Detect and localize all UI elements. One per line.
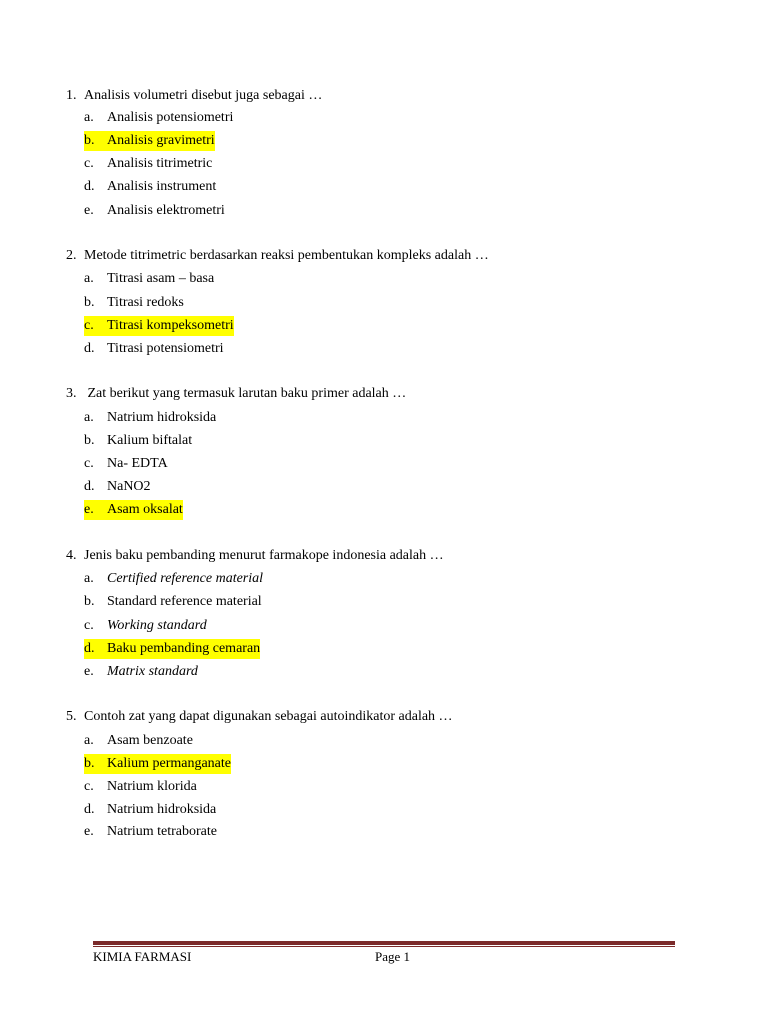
footer-rule-thin [93, 946, 675, 947]
question-number: 3. [66, 386, 77, 401]
question-1 [66, 86, 322, 106]
question-4 [66, 546, 444, 566]
option-letter: b. [84, 295, 95, 310]
option-text: Standard reference material [107, 594, 262, 609]
option-4d-highlighted [84, 639, 260, 659]
option-text: Analisis instrument [107, 179, 217, 194]
option-text: Natrium hidroksida [107, 410, 217, 425]
option-text: Baku pembanding cemaran [107, 641, 261, 656]
option-text: Analisis titrimetric [107, 156, 213, 171]
option-letter: d. [84, 802, 95, 817]
option-text: Matrix standard [107, 664, 198, 679]
question-text: Jenis baku pembanding menurut farmakope indonesia adalah … [84, 548, 444, 563]
option-text: Na- EDTA [107, 456, 168, 471]
option-letter: d. [84, 641, 95, 656]
option-letter: b. [84, 594, 95, 609]
option-text: Analisis potensiometri [107, 110, 234, 125]
option-2c-highlighted [84, 316, 234, 336]
option-letter: c. [84, 456, 94, 471]
option-text: Titrasi kompeksometri [107, 318, 234, 333]
option-letter: d. [84, 341, 95, 356]
option-letter: b. [84, 133, 95, 148]
option-4e [84, 662, 198, 682]
option-5a [84, 731, 193, 751]
option-text: Natrium tetraborate [107, 824, 218, 839]
option-3d [84, 477, 151, 497]
option-1c [84, 154, 212, 174]
option-text: Kalium permanganate [107, 756, 232, 771]
option-3a [84, 408, 216, 428]
option-2d [84, 339, 224, 359]
option-letter: c. [84, 618, 94, 633]
question-5 [66, 707, 453, 727]
option-text: Asam benzoate [107, 733, 193, 748]
option-text: Titrasi redoks [107, 295, 184, 310]
option-1a [84, 108, 233, 128]
question-2 [66, 246, 489, 266]
option-text: Kalium biftalat [107, 433, 193, 448]
option-1b-highlighted [84, 131, 215, 151]
footer-title: KIMIA FARMASI [93, 949, 192, 964]
option-2a [84, 269, 214, 289]
option-text: Certified reference material [107, 571, 264, 586]
footer-rule-thick [93, 941, 675, 945]
question-number: 4. [66, 548, 77, 563]
option-text: Titrasi potensiometri [107, 341, 224, 356]
option-text: NaNO2 [107, 479, 151, 494]
option-3b [84, 431, 192, 451]
option-letter: c. [84, 318, 94, 333]
option-letter: d. [84, 179, 95, 194]
option-letter: a. [84, 733, 94, 748]
option-letter: e. [84, 502, 94, 517]
footer-page-number: Page 1 [375, 949, 411, 964]
option-5c [84, 777, 197, 797]
question-text: Zat berikut yang termasuk larutan baku primer adalah … [84, 386, 407, 401]
option-5e [84, 822, 217, 842]
option-5d [84, 800, 216, 820]
option-letter: a. [84, 410, 94, 425]
option-letter: c. [84, 156, 94, 171]
option-text: Working standard [107, 618, 207, 633]
option-1e [84, 201, 225, 221]
question-text: Metode titrimetric berdasarkan reaksi pembentukan kompleks adalah … [84, 248, 489, 263]
option-letter: b. [84, 433, 95, 448]
option-text: Analisis elektrometri [107, 203, 225, 218]
option-2b [84, 293, 184, 313]
option-4a [84, 569, 263, 589]
question-number: 1. [66, 88, 77, 103]
option-text: Natrium klorida [107, 779, 197, 794]
option-4c [84, 616, 207, 636]
option-letter: e. [84, 203, 94, 218]
option-letter: e. [84, 664, 94, 679]
question-3 [66, 384, 406, 404]
option-letter: a. [84, 571, 94, 586]
question-number: 2. [66, 248, 77, 263]
option-letter: e. [84, 824, 94, 839]
option-1d [84, 177, 216, 197]
question-text: Analisis volumetri disebut juga sebagai … [84, 88, 323, 103]
option-letter: a. [84, 110, 94, 125]
option-text: Natrium hidroksida [107, 802, 217, 817]
option-3c [84, 454, 168, 474]
option-3e-highlighted [84, 500, 183, 520]
option-letter: c. [84, 779, 94, 794]
question-number: 5. [66, 709, 77, 724]
option-text: Titrasi asam – basa [107, 271, 215, 286]
option-letter: a. [84, 271, 94, 286]
option-letter: b. [84, 756, 95, 771]
option-text: Asam oksalat [107, 502, 183, 517]
option-text: Analisis gravimetri [107, 133, 215, 148]
option-4b [84, 592, 262, 612]
option-letter: d. [84, 479, 95, 494]
question-text: Contoh zat yang dapat digunakan sebagai autoindikator adalah … [84, 709, 453, 724]
option-5b-highlighted [84, 754, 231, 774]
